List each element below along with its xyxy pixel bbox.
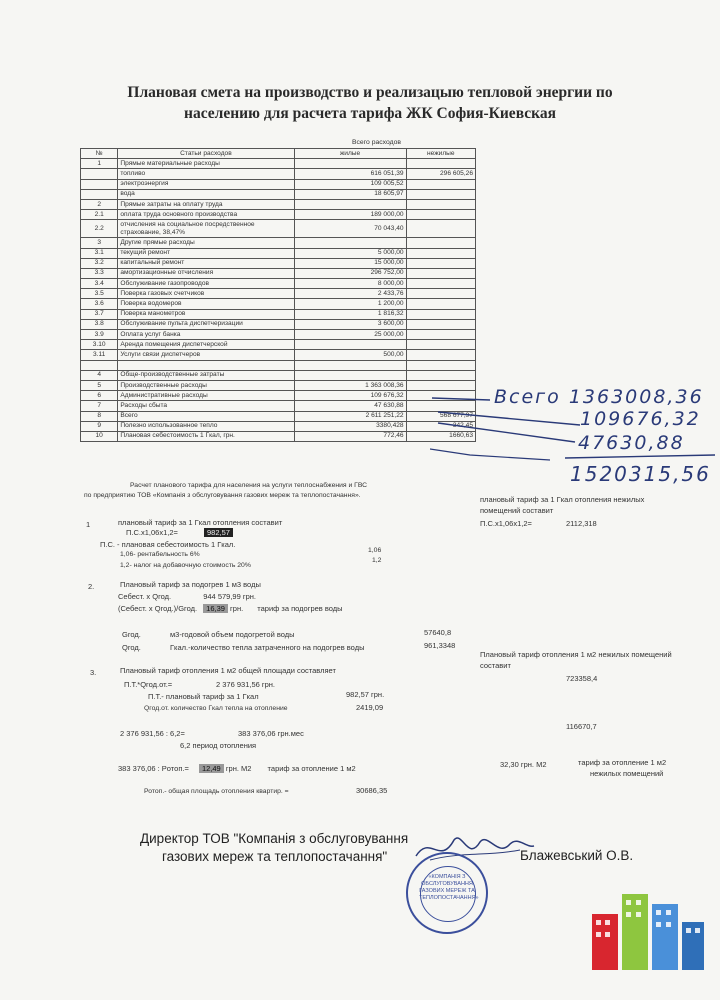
row-name: оплата труда основного производства: [118, 210, 294, 220]
handwritten-total: Всего 1363008,36: [494, 386, 704, 408]
row-value-nonresidential: [406, 199, 475, 209]
row-value-nonresidential: [406, 360, 475, 370]
right-2-heading-2: составит: [480, 661, 511, 670]
table-row: [81, 238, 476, 248]
line-desc: тариф за подогрев воды: [257, 604, 343, 613]
ps-line: П.С. - плановая себестоимость 1 Гкал.: [100, 540, 236, 549]
g-label: Gгод.: [122, 630, 141, 639]
s3-line-7-value: 30686,35: [356, 786, 388, 795]
row-name: [118, 360, 294, 370]
table-row: [81, 431, 476, 441]
row-name: Аренда помещения диспетчерской: [118, 340, 294, 350]
table-row: [81, 319, 476, 329]
row-number: [81, 360, 118, 370]
table-row: [81, 199, 476, 209]
row-value-nonresidential: [406, 238, 475, 248]
section-1-formula: [126, 528, 233, 537]
col-header: жилые: [294, 149, 406, 159]
row-name: топливо: [118, 169, 294, 179]
row-number: 6: [81, 391, 118, 401]
row-name: Услуги связи диспетчеров: [118, 350, 294, 360]
row-name: текущий ремонт: [118, 248, 294, 258]
row-name: отчисления на социальное посредственное страхование, 38,47%: [118, 220, 294, 238]
table-row: [81, 299, 476, 309]
row-value-residential: 1 363 008,36: [294, 380, 406, 390]
director-name: Блажевський О.В.: [520, 848, 634, 863]
row-number: 2.1: [81, 210, 118, 220]
table-row: [81, 220, 476, 238]
row-value-residential: 47 630,88: [294, 401, 406, 411]
table-row: [81, 289, 476, 299]
title-line-1: Плановая смета на производство и реализацыю тепловой энергии по: [127, 84, 613, 101]
row-name: Поверка манометров: [118, 309, 294, 319]
row-number: 3.3: [81, 268, 118, 278]
row-value-residential: 189 000,00: [294, 210, 406, 220]
calc-intro-1: Расчет планового тарифа для населения на услуги теплоснабжения и ГВС: [130, 482, 368, 489]
row-value-residential: 1 816,32: [294, 309, 406, 319]
director-line-1: Директор ТОВ "Компанія з обслуговування: [140, 831, 409, 846]
row-value-nonresidential: [406, 220, 475, 238]
table-row: [81, 380, 476, 390]
row-name: электроэнергия: [118, 179, 294, 189]
title-line-2: населению для расчета тарифа ЖК София-Киевская: [184, 105, 556, 122]
q-label: Qгод.: [122, 643, 141, 652]
row-value-residential: 2 433,76: [294, 289, 406, 299]
row-value-nonresidential: [406, 159, 475, 169]
s3-line-4a: 2 376 931,56 : 6,2=: [120, 729, 185, 738]
row-name: капитальный ремонт: [118, 258, 294, 268]
row-name: Прямые материальные расходы: [118, 159, 294, 169]
right-1-heading-2: помещений составит: [480, 506, 554, 515]
row-value-residential: 15 000,00: [294, 258, 406, 268]
table-header-row: [81, 149, 476, 159]
arrow-line: [430, 440, 550, 460]
section-3-heading: Плановый тариф отопления 1 м2 общей площади составляет: [120, 666, 336, 675]
q-desc: Гкал.-количество тепла затраченного на подогрев воды: [170, 643, 365, 652]
rent-line: 1,06- рентабельность 6%: [120, 551, 200, 558]
s3-line-5: 6,2 период отопления: [180, 741, 257, 750]
row-value-residential: 70 043,40: [294, 220, 406, 238]
arrow-line: [432, 398, 490, 400]
right-3-value: 116670,7: [566, 722, 597, 731]
row-number: 2: [81, 199, 118, 209]
row-value-residential: 109 005,52: [294, 179, 406, 189]
vat-line: 1,2- налог на добавочную стоимость 20%: [120, 562, 251, 569]
director-line-2: газових мереж та теплопостачання": [162, 849, 388, 864]
row-value-residential: [294, 360, 406, 370]
company-stamp: [406, 852, 488, 934]
col-header: Статьи расходов: [118, 149, 294, 159]
table-row: [81, 330, 476, 340]
g-value: 57640,8: [424, 628, 452, 637]
section-2-line-1: [118, 592, 256, 601]
table-row: [81, 159, 476, 169]
table-row: [81, 411, 476, 421]
row-value-nonresidential: [406, 330, 475, 340]
cost-table: [80, 148, 476, 442]
row-name: Поверка газовых счетчиков: [118, 289, 294, 299]
row-value-residential: 18 605,97: [294, 189, 406, 199]
row-number: [81, 179, 118, 189]
watermark-logo: [588, 880, 708, 976]
g-desc: м3-годовой объем подогретой воды: [170, 630, 295, 639]
row-value-residential: 3 600,00: [294, 319, 406, 329]
table-row: [81, 258, 476, 268]
row-name: Поверка водомеров: [118, 299, 294, 309]
document-title: [70, 82, 670, 124]
row-number: 5: [81, 380, 118, 390]
row-number: 3.10: [81, 340, 118, 350]
table-row: [81, 370, 476, 380]
section-1-number: 1: [86, 520, 91, 529]
row-number: 3.2: [81, 258, 118, 268]
row-value-nonresidential: [406, 210, 475, 220]
section-3-number: 3.: [90, 668, 97, 677]
row-name: Обслуживание газопроводов: [118, 279, 294, 289]
section-1-heading: плановый тариф за 1 Гкал отопления составит: [118, 518, 283, 527]
table-row: [81, 309, 476, 319]
table-row: [81, 189, 476, 199]
table-row: [81, 401, 476, 411]
table-row: [81, 391, 476, 401]
row-value-nonresidential: [406, 248, 475, 258]
row-value-nonresidential: [406, 279, 475, 289]
row-value-nonresidential: [406, 258, 475, 268]
line-unit: грн. М2: [225, 764, 252, 773]
row-number: 3.4: [81, 279, 118, 289]
row-number: 3.6: [81, 299, 118, 309]
right-2-value: 723358,4: [566, 674, 598, 683]
right-4-desc-1: тариф за отопление 1 м2: [578, 758, 667, 767]
right-2-heading-1: Плановый тариф отопления 1 м2 нежилых помещений: [480, 650, 672, 659]
stamp-text: «КОМПАНІЯ З ОБСЛУГОВУВАННЯ ГАЗОВИХ МЕРЕЖ ТА ТЕПЛОПОСТАЧАННЯ»: [419, 874, 479, 901]
row-value-residential: 1 200,00: [294, 299, 406, 309]
row-value-residential: [294, 159, 406, 169]
row-value-nonresidential: [406, 340, 475, 350]
row-value-nonresidential: [406, 299, 475, 309]
line-label: (Себест. х Qгод.)/Gгод.: [118, 604, 198, 613]
row-value-residential: 8 000,00: [294, 279, 406, 289]
handwritten-arrows: [430, 390, 720, 490]
line-unit: грн.: [230, 604, 244, 613]
row-number: 3.11: [81, 350, 118, 360]
row-value-residential: 109 676,32: [294, 391, 406, 401]
q-value: 961,3348: [424, 641, 456, 650]
row-number: 3.1: [81, 248, 118, 258]
row-number: 3.5: [81, 289, 118, 299]
row-name: Производственные расходы: [118, 380, 294, 390]
row-value-residential: [294, 238, 406, 248]
arrow-line: [438, 412, 580, 425]
s3-line-7: Ротоп.- общая площадь отопления квартир. =: [144, 788, 289, 795]
line-value: 944 579,99 грн.: [203, 592, 256, 601]
section-2-number: 2.: [88, 582, 95, 591]
row-name: вода: [118, 189, 294, 199]
formula-label: П.С.х1,06х1,2=: [126, 528, 178, 537]
row-name: Обслуживание пульта диспетчеризации: [118, 319, 294, 329]
col-header: нежилые: [406, 149, 475, 159]
row-name: Всего: [118, 411, 294, 421]
row-number: [81, 189, 118, 199]
row-name: Обще-производственные затраты: [118, 370, 294, 380]
row-name: Другие прямые расходы: [118, 238, 294, 248]
row-value-residential: 2 611 251,22: [294, 411, 406, 421]
row-number: 3.9: [81, 330, 118, 340]
section-2-heading: Плановый тариф за подогрев 1 м3 воды: [120, 580, 261, 589]
table-row: [81, 340, 476, 350]
s3-line-2-label: П.Т.- плановый тариф за 1 Гкал: [148, 692, 259, 701]
row-name: Административные расходы: [118, 391, 294, 401]
row-value-residential: 3380,428: [294, 421, 406, 431]
sum-underline: [565, 455, 715, 458]
row-value-nonresidential: [406, 319, 475, 329]
table-row: [81, 350, 476, 360]
row-number: 7: [81, 401, 118, 411]
row-value-residential: 25 000,00: [294, 330, 406, 340]
row-value-nonresidential: 342,45: [406, 421, 475, 431]
table-caption: Всего расходов: [352, 139, 401, 146]
right-4-desc-2: нежилых помещений: [590, 769, 664, 778]
row-value-residential: 616 051,39: [294, 169, 406, 179]
line-value: 16,39: [203, 604, 228, 613]
line-label: 383 376,06 : Pотоп.=: [118, 764, 189, 773]
table-row: [81, 169, 476, 179]
table-row: [81, 179, 476, 189]
row-value-residential: [294, 340, 406, 350]
right-1-formula: П.С.х1,06х1,2=: [480, 519, 532, 528]
col-header: №: [81, 149, 118, 159]
row-number: [81, 169, 118, 179]
row-number: 4: [81, 370, 118, 380]
row-number: 3: [81, 238, 118, 248]
row-number: 8: [81, 411, 118, 421]
row-value-nonresidential: 1660,63: [406, 431, 475, 441]
table-row: [81, 248, 476, 258]
table-row: [81, 210, 476, 220]
row-name: амортизационные отчисления: [118, 268, 294, 278]
row-value-residential: 772,46: [294, 431, 406, 441]
row-name: Плановая себестоимость 1 Гкал, грн.: [118, 431, 294, 441]
rent-value: 1,06: [368, 547, 382, 554]
tariff-value: 982,57: [204, 528, 233, 537]
right-1-value: 2112,318: [566, 519, 597, 528]
row-value-nonresidential: [406, 179, 475, 189]
s3-line-1-label: П.Т.*Qгод.от.=: [124, 680, 173, 689]
row-value-nonresidential: 568 677,97: [406, 411, 475, 421]
s3-line-1-value: 2 376 931,56 грн.: [216, 680, 276, 689]
row-value-nonresidential: [406, 350, 475, 360]
row-number: 10: [81, 431, 118, 441]
director-block: [140, 830, 408, 866]
row-value-residential: [294, 370, 406, 380]
handwritten-sum: 1520315,56: [570, 462, 711, 486]
vat-value: 1,2: [372, 557, 382, 564]
table-row: [81, 360, 476, 370]
handwritten-admin: 109676,32: [580, 408, 701, 430]
row-name: Расходы сбыта: [118, 401, 294, 411]
s3-line-2-value: 982,57 грн.: [346, 690, 385, 699]
row-value-residential: [294, 199, 406, 209]
row-name: Полезно использованное тепло: [118, 421, 294, 431]
row-number: 9: [81, 421, 118, 431]
row-value-residential: 500,00: [294, 350, 406, 360]
row-value-nonresidential: [406, 189, 475, 199]
row-name: Прямые затраты на оплату труда: [118, 199, 294, 209]
right-4-value: 32,30 грн. М2: [500, 760, 547, 769]
row-number: 3.8: [81, 319, 118, 329]
section-2-line-2: [118, 604, 343, 613]
calc-intro-2: по предприятию ТОВ «Компанія з обслуговування газових мереж та теплопостачання».: [84, 492, 361, 499]
table-row: [81, 268, 476, 278]
row-value-residential: 5 000,00: [294, 248, 406, 258]
table-row: [81, 279, 476, 289]
row-value-nonresidential: [406, 370, 475, 380]
row-value-nonresidential: [406, 289, 475, 299]
row-value-nonresidential: [406, 268, 475, 278]
arrow-line: [438, 423, 575, 442]
row-name: Оплата услуг банка: [118, 330, 294, 340]
line-desc: тариф за отопление 1 м2: [267, 764, 356, 773]
row-number: 3.7: [81, 309, 118, 319]
handwritten-sales: 47630,88: [578, 432, 685, 454]
line-label: Себест. х Qгод.: [118, 592, 172, 601]
s3-line-4b: 383 376,06 грн.мес: [238, 729, 304, 738]
row-number: 1: [81, 159, 118, 169]
right-1-heading-1: плановый тариф за 1 Гкал отопления нежилых: [480, 495, 645, 504]
row-value-nonresidential: [406, 309, 475, 319]
s3-line-6: [118, 764, 356, 773]
s3-line-3-label: Qгод.от. количество Гкал тепла на отопление: [144, 705, 288, 712]
row-number: 2.2: [81, 220, 118, 238]
table-row: [81, 421, 476, 431]
s3-line-3-value: 2419,09: [356, 703, 384, 712]
row-value-residential: 296 752,00: [294, 268, 406, 278]
tariff-m2-value: 12,49: [199, 764, 224, 773]
row-value-nonresidential: 296 605,26: [406, 169, 475, 179]
